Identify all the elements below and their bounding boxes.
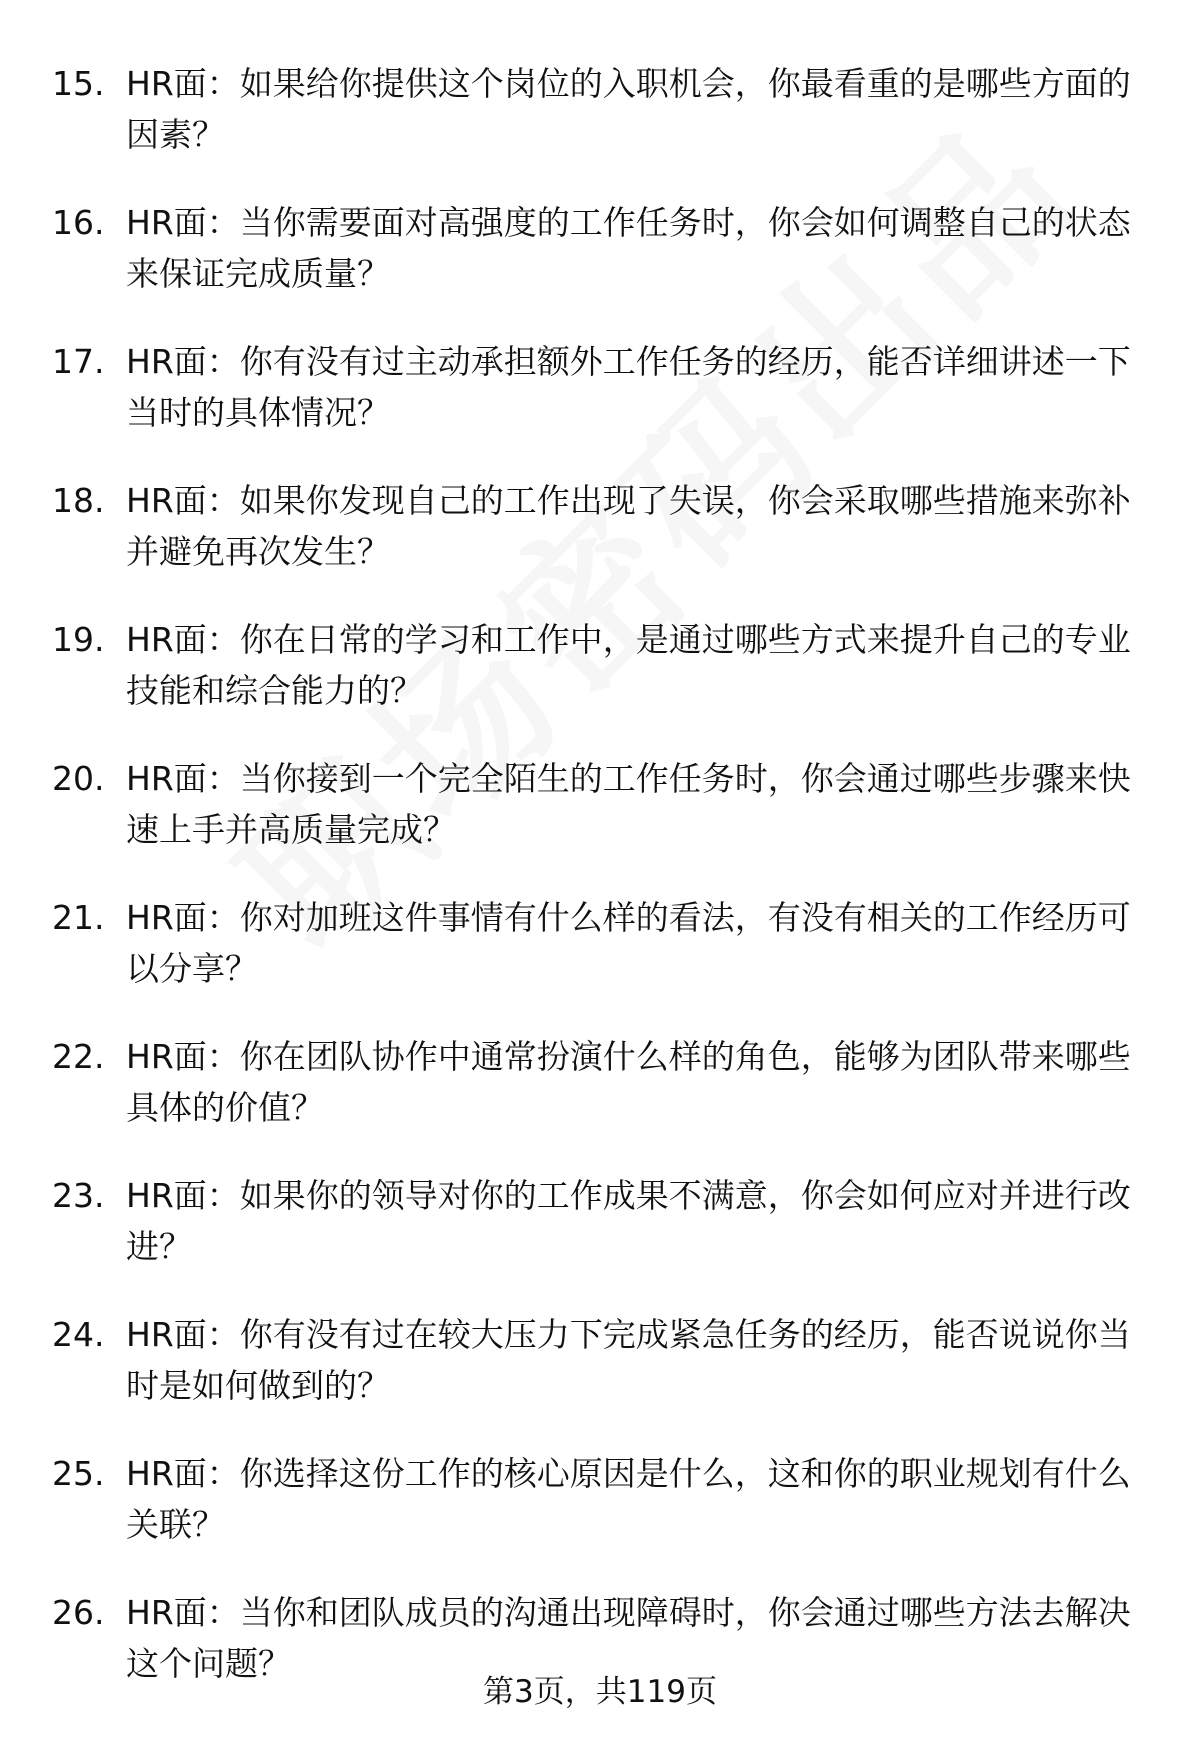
question-number: 16. — [52, 203, 105, 242]
question-item — [52, 614, 1152, 716]
question-text: HR面：你对加班这件事情有什么样的看法，有没有相关的工作经历可以分享？ — [126, 898, 1131, 988]
question-text: HR面：你有没有过在较大压力下完成紧急任务的经历，能否说说你当时是如何做到的？ — [126, 1315, 1131, 1405]
question-item — [52, 1448, 1152, 1550]
question-item — [52, 1309, 1152, 1411]
question-number: 22. — [52, 1037, 105, 1076]
question-item — [52, 58, 1152, 160]
question-text: HR面：如果你的领导对你的工作成果不满意，你会如何应对并进行改进？ — [126, 1176, 1131, 1266]
question-list — [52, 58, 1152, 1726]
question-text: HR面：你选择这份工作的核心原因是什么，这和你的职业规划有什么关联？ — [126, 1454, 1131, 1544]
question-number: 24. — [52, 1315, 105, 1354]
question-item — [52, 336, 1152, 438]
question-text: HR面：你在团队协作中通常扮演什么样的角色，能够为团队带来哪些具体的价值？ — [126, 1037, 1131, 1127]
question-item — [52, 197, 1152, 299]
question-number: 20. — [52, 759, 105, 798]
question-item — [52, 475, 1152, 577]
question-text: HR面：如果你发现自己的工作出现了失误，你会采取哪些措施来弥补并避免再次发生？ — [126, 481, 1131, 571]
question-text: HR面：当你接到一个完全陌生的工作任务时，你会通过哪些步骤来快速上手并高质量完成？ — [126, 759, 1131, 849]
question-item — [52, 892, 1152, 994]
question-text: HR面：你有没有过主动承担额外工作任务的经历，能否详细讲述一下当时的具体情况？ — [126, 342, 1131, 432]
question-text: HR面：如果给你提供这个岗位的入职机会，你最看重的是哪些方面的因素？ — [126, 64, 1131, 154]
question-number: 23. — [52, 1176, 105, 1215]
question-text: HR面：你在日常的学习和工作中，是通过哪些方式来提升自己的专业技能和综合能力的？ — [126, 620, 1131, 710]
question-text: HR面：当你需要面对高强度的工作任务时，你会如何调整自己的状态来保证完成质量？ — [126, 203, 1131, 293]
question-number: 17. — [52, 342, 105, 381]
question-number: 18. — [52, 481, 105, 520]
question-number: 15. — [52, 64, 105, 103]
question-item — [52, 753, 1152, 855]
question-item — [52, 1170, 1152, 1272]
page-footer: 第3页，共119页 — [483, 1674, 717, 1710]
question-item — [52, 1031, 1152, 1133]
question-number: 26. — [52, 1593, 105, 1632]
question-text: HR面：当你和团队成员的沟通出现障碍时，你会通过哪些方法去解决这个问题？ — [126, 1593, 1131, 1683]
question-number: 21. — [52, 898, 105, 937]
question-number: 19. — [52, 620, 105, 659]
question-number: 25. — [52, 1454, 105, 1493]
